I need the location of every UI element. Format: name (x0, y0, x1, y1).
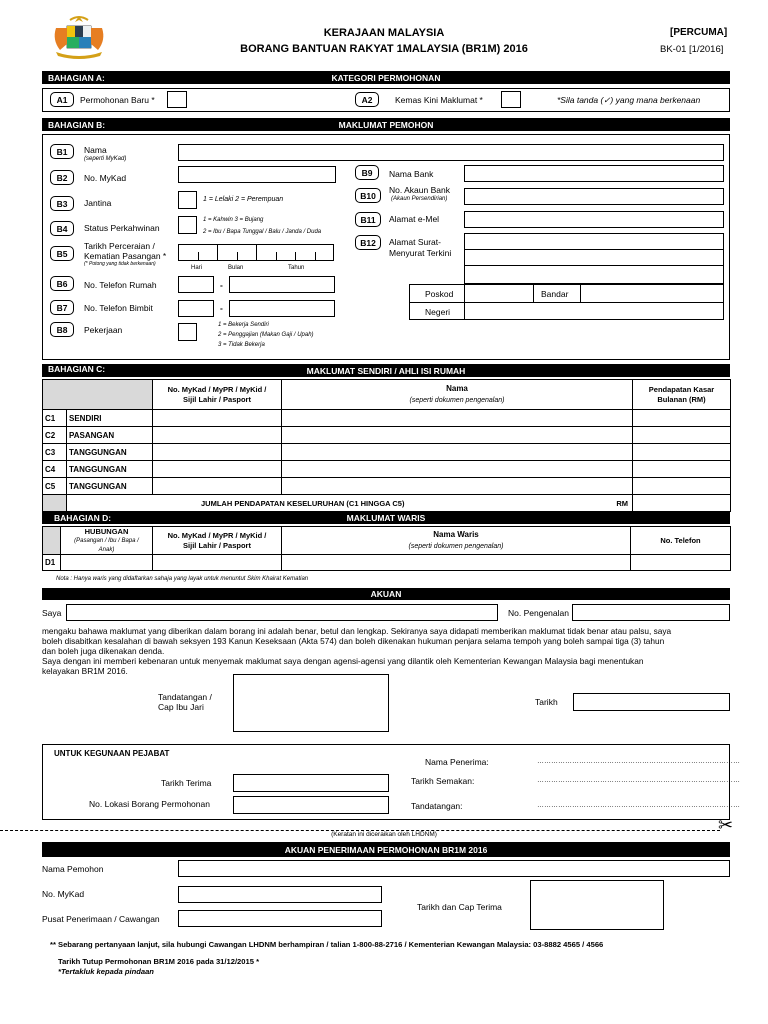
b5-sub: (* Potong yang tidak berkenaan) (84, 261, 156, 267)
b8-label: Pekerjaan (84, 325, 123, 335)
b8-option3: 3 = Tidak Bekerja (218, 342, 265, 348)
b7-code: B7 (50, 300, 74, 315)
section-a-tag: BAHAGIAN A: (48, 73, 105, 83)
a1-label: Permohonan Baru * (80, 95, 155, 105)
b8-option1: 1 = Bekerja Sendiri (218, 322, 269, 328)
b5-label2: Kematian Pasangan * (84, 251, 167, 261)
saya-label: Saya (42, 608, 62, 618)
b11-code: B11 (355, 212, 381, 227)
receipt-bar (42, 842, 730, 857)
section-b-title: MAKLUMAT PEMOHON (338, 120, 434, 130)
negeri-label: Negeri (425, 307, 451, 317)
scissors-icon: ✂ (718, 815, 734, 835)
section-a-bar (42, 71, 730, 84)
pendapatan-cell[interactable] (633, 444, 731, 461)
dash: - (220, 280, 223, 290)
mykad-input[interactable] (178, 166, 336, 183)
pusat-label: Pusat Penerimaan / Cawangan (42, 914, 160, 924)
telefon-bimbit-prefix[interactable] (178, 300, 214, 317)
nama-pemohon-label: Nama Pemohon (42, 864, 104, 874)
waris-nama-cell[interactable] (282, 555, 631, 571)
akuan-text-5: kelayakan BR1M 2016. (42, 666, 128, 676)
header-line1: KERAJAAN MALAYSIA (323, 27, 445, 39)
date-divider (315, 252, 316, 261)
b7-label: No. Telefon Bimbit (84, 303, 153, 313)
form-code: BK-01 [1/2016] (660, 44, 724, 55)
address-col-divider (533, 284, 534, 302)
total-label: JUMLAH PENDAPATAN KESELURUHAN (C1 HINGGA C5) (201, 499, 405, 508)
bandar-label: Bandar (541, 289, 569, 299)
date-divider (217, 244, 218, 261)
b5-label1: Tarikh Perceraian / (84, 241, 155, 251)
b2-code: B2 (50, 170, 74, 185)
poskod-label: Poskod (425, 289, 454, 299)
no-lokasi-input[interactable] (233, 796, 389, 814)
waris-corner (43, 527, 61, 555)
col-pend-line1: Pendapatan Kasar (648, 384, 715, 394)
nama-pemohon-input[interactable] (178, 860, 730, 877)
waris-table (42, 526, 731, 571)
row-code: C3 (43, 444, 67, 461)
id-cell[interactable] (153, 444, 282, 461)
section-c-tag: BAHAGIAN C: (48, 364, 106, 374)
tarikh-input[interactable] (573, 693, 730, 711)
b3-options: 1 = Lelaki 2 = Perempuan (203, 196, 284, 203)
nama-cell[interactable] (282, 478, 633, 495)
table-corner (43, 380, 153, 410)
no-pengenalan-input[interactable] (572, 604, 730, 621)
akuan-title: AKUAN (370, 589, 402, 599)
dash: - (220, 303, 223, 313)
pekerjaan-input[interactable] (178, 323, 197, 341)
nama-bank-input[interactable] (464, 165, 724, 182)
b2-label: No. MyKad (84, 173, 127, 183)
b12-code: B12 (355, 235, 381, 250)
address-col-divider (464, 284, 465, 320)
percuma-label: [PERCUMA] (670, 27, 728, 38)
section-c-title: MAKLUMAT SENDIRI / AHLI ISI RUMAH (306, 366, 466, 376)
tahun-label: Tahun (288, 265, 305, 271)
section-d-tag: BAHAGIAN D: (54, 513, 112, 523)
total-cell[interactable] (633, 495, 731, 512)
tandatangan-pejabat-label: Tandatangan: (411, 801, 463, 811)
waris-nama: Nama Waris (433, 530, 479, 539)
waris-telefon-header: No. Telefon (631, 527, 731, 555)
tarikh-semakan-dots: …………………………………………………………………………… (537, 777, 740, 784)
a2-code: A2 (355, 92, 379, 107)
akuan-text-1: mengaku bahawa maklumat yang diberikan dalam borang ini adalah benar, betul dan lengkap. Sekiranya saya didapati memberikan maklumat tidak benar atau palsu, saya (42, 626, 672, 636)
tandatangan-box[interactable] (233, 674, 389, 732)
hubungan-label: HUBUNGAN (84, 526, 129, 536)
row-label: TANGGUNGAN (67, 444, 153, 461)
tarikh-cap-box[interactable] (530, 880, 664, 930)
nama-cell[interactable] (282, 410, 633, 427)
section-d-bar (42, 511, 730, 524)
b8-code: B8 (50, 322, 74, 337)
row-label: PASANGAN (67, 427, 153, 444)
header-line2: BORANG BANTUAN RAKYAT 1MALAYSIA (BR1M) 2016 (240, 43, 528, 55)
nama-cell[interactable] (282, 461, 633, 478)
b3-code: B3 (50, 196, 74, 211)
hubungan-header (61, 527, 153, 555)
address-row-divider (409, 302, 724, 303)
table-row (43, 555, 731, 571)
status-perkahwinan-input[interactable] (178, 216, 197, 234)
receipt-mykad-label: No. MyKad (42, 889, 85, 899)
date-divider (198, 252, 199, 261)
receipt-title: AKUAN PENERIMAAN PERMOHONAN BR1M 2016 (284, 845, 488, 855)
rm-label: RM (616, 499, 628, 508)
b9-code: B9 (355, 165, 379, 180)
akuan-bar (42, 588, 730, 600)
total-label-cell (67, 495, 633, 512)
nama-penerima-label: Nama Penerima: (425, 757, 489, 767)
telefon-bimbit-input[interactable] (229, 300, 335, 317)
alamat-line1-input[interactable] (464, 233, 724, 250)
hubungan-sub1: (Pasangan / Ibu / Bapa / (74, 537, 139, 544)
a1-code: A1 (50, 92, 74, 107)
id-cell[interactable] (153, 461, 282, 478)
tertakluk-note: *Tertakluk kepada pindaan (58, 967, 154, 976)
section-c-bar (42, 364, 730, 377)
col-nama-sub: (seperti dokumen pengenalan) (409, 397, 505, 404)
b4-code: B4 (50, 221, 74, 236)
hari-label: Hari (191, 265, 203, 271)
section-a-note: *Sila tanda (✓) yang mana berkenaan (557, 95, 701, 105)
section-d-title: MAKLUMAT WARIS (346, 513, 426, 523)
b10-code: B10 (355, 188, 381, 203)
tarikh-terima-label: Tarikh Terima (161, 778, 212, 788)
col-id-header (153, 380, 282, 410)
pejabat-title: UNTUK KEGUNAAN PEJABAT (54, 749, 170, 758)
row-code: C1 (43, 410, 67, 427)
col-nama-header (282, 380, 633, 410)
id-cell[interactable] (153, 427, 282, 444)
saya-input[interactable] (66, 604, 498, 621)
waris-id-line1: No. MyKad / MyPR / MyKid / (167, 530, 267, 540)
bulan-label: Bulan (228, 265, 244, 271)
b1-code: B1 (50, 144, 74, 159)
jantina-input[interactable] (178, 191, 197, 209)
b12-label1: Alamat Surat- (389, 237, 441, 247)
section-b-bar (42, 118, 730, 131)
waris-note: Nota : Hanya waris yang didaftarkan sahaja yang layak untuk menuntut Skim Khairat Kematian (56, 576, 309, 582)
total-blank (43, 495, 67, 512)
table-row (43, 478, 731, 495)
total-row (43, 495, 731, 512)
b9-label: Nama Bank (389, 169, 434, 179)
alamat-line3-input[interactable] (464, 265, 724, 284)
b10-sub: (Akaun Persendirian) (391, 196, 448, 202)
a1-checkbox[interactable] (167, 91, 187, 108)
waris-id-cell[interactable] (153, 555, 282, 571)
row-label: TANGGUNGAN (67, 478, 153, 495)
cut-note: (Keratan ini diceraikan oleh LHDNM) (331, 831, 437, 838)
tarikh-tutup: Tarikh Tutup Permohonan BR1M 2016 pada 31/12/2015 * (58, 957, 260, 966)
tarikh-terima-input[interactable] (233, 774, 389, 792)
tandatangan-label2: Cap Ibu Jari (158, 702, 204, 712)
nama-cell[interactable] (282, 444, 633, 461)
pusat-input[interactable] (178, 910, 382, 927)
tarikh-cap-label: Tarikh dan Cap Terima (417, 902, 502, 912)
telefon-rumah-input[interactable] (229, 276, 335, 293)
id-cell[interactable] (153, 478, 282, 495)
date-divider (237, 252, 238, 261)
b4-option1: 1 = Kahwin 3 = Bujang (203, 217, 264, 223)
pendapatan-cell[interactable] (633, 427, 731, 444)
tandatangan-label1: Tandatangan / (158, 692, 212, 702)
table-row (43, 461, 731, 478)
nama-cell[interactable] (282, 427, 633, 444)
pendapatan-cell[interactable] (633, 461, 731, 478)
b4-option2: 2 = Ibu / Bapa Tunggal / Balu / Janda / Duda (203, 229, 322, 235)
row-code: C4 (43, 461, 67, 478)
household-table (42, 379, 731, 512)
b1-label: Nama (84, 145, 107, 155)
contact-note: ** Sebarang pertanyaan lanjut, sila hubungi Cawangan LHDNM berhampiran / talian 1-800-88-2716 / Kementerian Kewangan Malaysia: 03-8882 4565 / 4566 (50, 940, 604, 949)
date-divider (256, 244, 257, 261)
b8-option2: 2 = Penggajian (Makan Gaji / Upah) (218, 332, 314, 338)
b6-label: No. Telefon Rumah (84, 280, 157, 290)
date-divider (276, 252, 277, 261)
alamat-line2-input[interactable] (464, 249, 724, 266)
tandatangan-pejabat-dots: …………………………………………………………………………… (537, 802, 740, 809)
waris-nama-header (282, 527, 631, 555)
col-id-line1: No. MyKad / MyPR / MyKid / (167, 384, 267, 394)
b12-label2: Menyurat Terkini (389, 248, 452, 258)
col-pendapatan-header (633, 380, 731, 410)
nama-penerima-dots: …………………………………………………………………………… (537, 758, 740, 765)
akuan-text-4: Saya dengan ini memberi kebenaran untuk menyemak maklumat saya dengan agensi-agensi yang dilantik oleh Kementerian Kewangan Malaysia bagi menentukan (42, 656, 644, 666)
hubungan-cell[interactable] (61, 555, 153, 571)
pendapatan-cell[interactable] (633, 410, 731, 427)
waris-telefon-cell[interactable] (631, 555, 731, 571)
col-id-line2: Sijil Lahir / Pasport (183, 394, 251, 404)
b6-code: B6 (50, 276, 74, 291)
tarikh-semakan-label: Tarikh Semakan: (411, 776, 475, 786)
b10-label: No. Akaun Bank (389, 185, 450, 195)
row-code: C2 (43, 427, 67, 444)
waris-nama-sub: (seperti dokumen pengenalan) (408, 543, 504, 550)
no-pengenalan-label: No. Pengenalan (508, 608, 569, 618)
table-row (43, 444, 731, 461)
col-pend-line2: Bulanan (RM) (657, 394, 706, 404)
row-code: C5 (43, 478, 67, 495)
nama-input[interactable] (178, 144, 724, 161)
section-b-tag: BAHAGIAN B: (48, 120, 106, 130)
telefon-rumah-prefix[interactable] (178, 276, 214, 293)
address-col-divider (580, 284, 581, 302)
d1-code: D1 (43, 555, 61, 571)
table-row (43, 427, 731, 444)
id-cell[interactable] (153, 410, 282, 427)
b1-sub: (seperti MyKad) (84, 156, 127, 162)
waris-id-header (153, 527, 282, 555)
akuan-text-2: boleh disabitkan kesalahan di bawah seksyen 193 Kanun Keseksaan (Akta 574) dan boleh dikenakan hukuman penjara selama tempoh yang boleh sampai tiga (3) tahun (42, 636, 665, 646)
waris-id-line2: Sijil Lahir / Pasport (183, 540, 251, 550)
section-a-title: KATEGORI PERMOHONAN (331, 73, 441, 83)
col-nama: Nama (446, 384, 468, 393)
b11-label: Alamat e-Mel (389, 214, 440, 224)
a2-checkbox[interactable] (501, 91, 521, 108)
receipt-mykad-input[interactable] (178, 886, 382, 903)
pendapatan-cell[interactable] (633, 478, 731, 495)
akuan-text-3: dan boleh juga dikenakan denda. (42, 646, 165, 656)
b4-label: Status Perkahwinan (84, 223, 160, 233)
b3-label: Jantina (84, 198, 112, 208)
akaun-bank-input[interactable] (464, 188, 724, 205)
tarikh-label: Tarikh (535, 697, 558, 707)
date-divider (295, 252, 296, 261)
a2-label: Kemas Kini Maklumat * (395, 95, 483, 105)
b5-code: B5 (50, 246, 74, 261)
row-label: SENDIRI (67, 410, 153, 427)
row-label: TANGGUNGAN (67, 461, 153, 478)
email-input[interactable] (464, 211, 724, 228)
hubungan-sub2: Anak) (98, 546, 115, 553)
table-row (43, 410, 731, 427)
no-lokasi-label: No. Lokasi Borang Permohonan (89, 799, 210, 809)
